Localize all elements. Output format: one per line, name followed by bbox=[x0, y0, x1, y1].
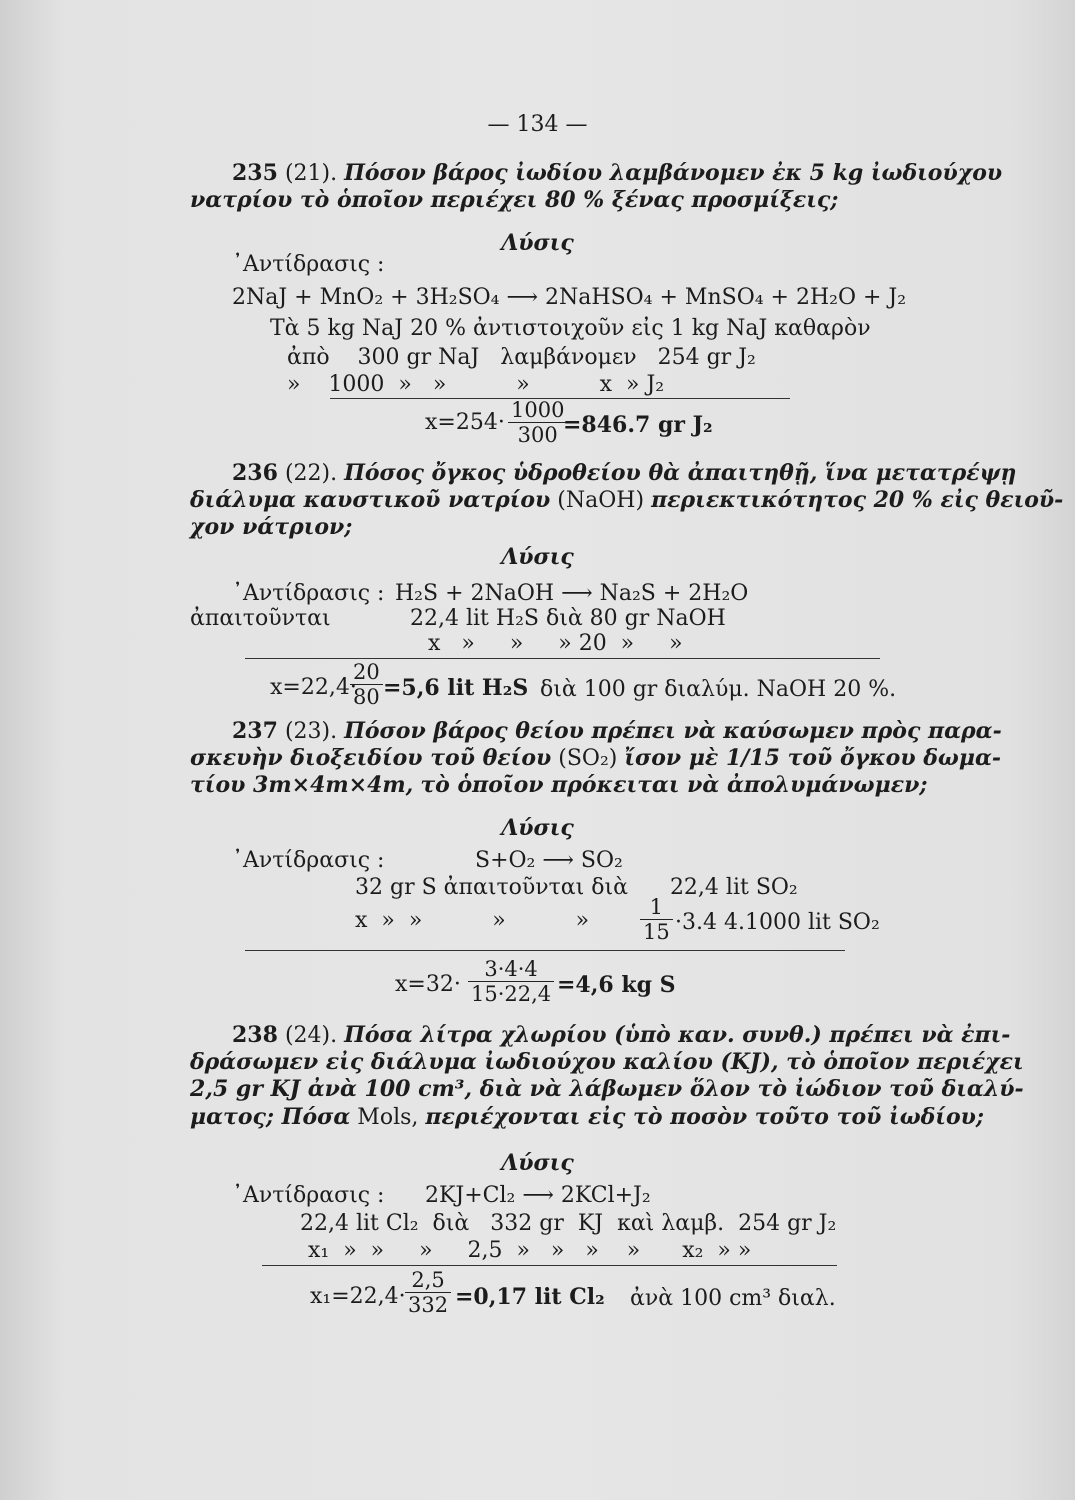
calc-line-237-2b: ·3.4 4.1000 lit SO₂ bbox=[675, 910, 880, 935]
result-lhs-238: x₁=22,4· bbox=[310, 1284, 406, 1309]
required-label-236: ἀπαιτοῦνται bbox=[190, 606, 331, 631]
result-lhs-237: x=32· bbox=[395, 972, 461, 997]
rule bbox=[245, 658, 880, 659]
problem-238-q1: 238 (24). Πόσα λίτρα χλωρίου (ὑπὸ καν. συνθ.) πρέπει νὰ ἐπι- bbox=[232, 1022, 1011, 1048]
fraction-235: $\frac{1000}{300}$ bbox=[508, 398, 567, 447]
solution-heading-238: Λύσις bbox=[501, 1150, 574, 1176]
calc-line-237-2a: x » » » » bbox=[355, 908, 590, 933]
problem-235-q2: νατρίου τὸ ὁποῖον περιέχει 80 % ξένας προσμίξεις; bbox=[190, 187, 839, 213]
fraction-236: $\frac{20}{80}$ bbox=[350, 660, 383, 709]
problem-237-q2: σκευὴν διοξειδίου τοῦ θείου (SO₂) ἴσον μὲ 1/15 τοῦ ὄγκου δωμα- bbox=[190, 745, 1002, 771]
solution-heading-236: Λύσις bbox=[501, 544, 574, 570]
calc-line-238-1: 22,4 lit Cl₂ διὰ 332 gr KJ καὶ λαμβ. 254 gr J₂ bbox=[300, 1211, 837, 1236]
fraction-237: $\frac{3\cdot 4\cdot 4}{15\cdot 22,4}$ bbox=[468, 957, 554, 1006]
fraction-238: $\frac{2,5}{332}$ bbox=[405, 1268, 451, 1317]
result-236: =5,6 lit H₂S bbox=[383, 675, 529, 701]
page-number: — 134 — bbox=[487, 112, 588, 137]
reaction-236: H₂S + 2NaOH ⟶ Na₂S + 2H₂O bbox=[395, 581, 749, 606]
calc-line-237-1: 32 gr S ἀπαιτοῦνται διὰ 22,4 lit SO₂ bbox=[355, 875, 798, 900]
calc-line-235-2: ἀπὸ 300 gr NaJ λαμβάνομεν 254 gr J₂ bbox=[287, 345, 756, 370]
reaction-label-236: ᾿Αντίδρασις : bbox=[232, 581, 385, 606]
problem-236-q1: 236 (22). Πόσος ὄγκος ὑδροθείου θὰ ἀπαιτηθῇ, ἵνα μετατρέψῃ bbox=[232, 460, 1017, 486]
solution-heading-235: Λύσις bbox=[501, 230, 574, 256]
reaction-label-238: ᾿Αντίδρασις : bbox=[232, 1183, 385, 1208]
rule bbox=[262, 1265, 837, 1266]
calc-line-236-1: 22,4 lit H₂S διὰ 80 gr NaOH bbox=[410, 606, 726, 631]
result-lhs-235: x=254· bbox=[425, 410, 505, 435]
calc-line-236-2: x » » » 20 » » bbox=[428, 631, 683, 656]
result-235: =846.7 gr J₂ bbox=[563, 412, 713, 438]
calc-line-235-3: » 1000 » » » x » J₂ bbox=[287, 372, 665, 397]
problem-236-q2: διάλυμα καυστικοῦ νατρίου (NaOH) περιεκτικότητος 20 % εἰς θειοῦ- bbox=[190, 487, 1064, 513]
result-tail-236: διὰ 100 gr διαλύμ. NaOH 20 %. bbox=[540, 677, 897, 702]
problem-237-q3: τίου 3m×4m×4m, τὸ ὁποῖον πρόκειται νὰ ἀπολυμάνωμεν; bbox=[190, 772, 928, 798]
problem-237-q1: 237 (23). Πόσον βάρος θείου πρέπει νὰ καύσωμεν πρὸς παρα- bbox=[232, 718, 1002, 744]
reaction-237: S+O₂ ⟶ SO₂ bbox=[475, 848, 623, 873]
reaction-label-235: ᾿Αντίδρασις : bbox=[232, 252, 385, 277]
solution-heading-237: Λύσις bbox=[501, 815, 574, 841]
reaction-238: 2KJ+Cl₂ ⟶ 2KCl+J₂ bbox=[425, 1183, 651, 1208]
problem-235-q1: 235 (21). Πόσον βάρος ἰωδίου λαμβάνομεν ἐκ 5 kg ἰωδιούχου bbox=[232, 160, 1003, 186]
reaction-235: 2NaJ + MnO₂ + 3H₂SO₄ ⟶ 2NaHSO₄ + MnSO₄ + 2H₂O + J₂ bbox=[232, 285, 907, 310]
result-238: =0,17 lit Cl₂ bbox=[455, 1284, 605, 1310]
reaction-label-237: ᾿Αντίδρασις : bbox=[232, 848, 385, 873]
rule bbox=[245, 950, 845, 951]
fraction-237-line2: $\frac{1}{15}$ bbox=[640, 895, 673, 944]
calc-line-235-1: Τὰ 5 kg NaJ 20 % ἀντιστοιχοῦν εἰς 1 kg NaJ καθαρὸν bbox=[270, 316, 871, 341]
problem-238-q4: ματος; Πόσα Mols, περιέχονται εἰς τὸ ποσὸν τοῦτο τοῦ ἰωδίου; bbox=[190, 1104, 985, 1130]
problem-238-q3: 2,5 gr KJ ἀνὰ 100 cm³, διὰ νὰ λάβωμεν ὅλον τὸ ἰώδιον τοῦ διαλύ- bbox=[190, 1076, 1024, 1102]
result-237: =4,6 kg S bbox=[557, 972, 676, 998]
result-tail-238: ἀνὰ 100 cm³ διαλ. bbox=[630, 1286, 836, 1311]
calc-line-238-2: x₁ » » » 2,5 » » » » x₂ » » bbox=[308, 1238, 752, 1263]
problem-236-q3: χον νάτριον; bbox=[190, 514, 353, 540]
result-lhs-236: x=22,4· bbox=[270, 675, 357, 700]
problem-238-q2: δράσωμεν εἰς διάλυμα ἰωδιούχου καλίου (KJ), τὸ ὁποῖον περιέχει bbox=[190, 1049, 1024, 1075]
